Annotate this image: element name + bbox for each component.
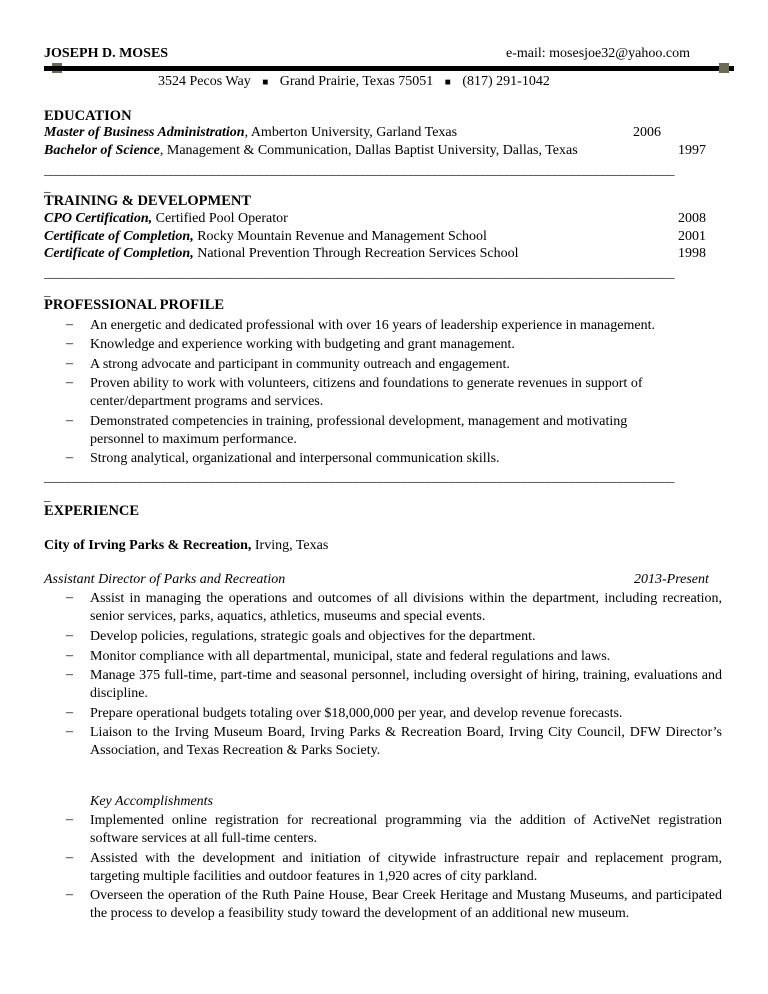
education-year: 1997	[678, 143, 706, 158]
city: Grand Prairie, Texas 75051	[279, 74, 434, 89]
dash-bullet: –	[66, 887, 73, 902]
duty-item: Develop policies, regulations, strategic goals and objectives for the department.	[90, 629, 536, 644]
profile-item: Proven ability to work with volunteers, citizens and foundations to generate revenues in support of center/department programs and services.	[90, 376, 643, 409]
experience-heading: EXPERIENCE	[44, 503, 140, 519]
address: 3524 Pecos Way	[158, 74, 251, 89]
training-title: Certificate of Completion,	[44, 229, 194, 244]
duty-item: Assist in managing the operations and outcomes of all divisions within the department, including recreation, senior services, parks, aquatics, athletics, museums and special events.	[90, 591, 722, 624]
accomplishment-item: Implemented online registration for recreational programming via the addition of ActiveNet registration software services at all full-time centers.	[90, 813, 722, 846]
section-divider-stub: _	[44, 180, 50, 194]
training-item	[44, 211, 288, 227]
training-detail: National Prevention Through Recreation Services School	[193, 246, 519, 261]
dash-bullet: –	[66, 667, 73, 682]
duty-item: Liaison to the Irving Museum Board, Irving Parks & Recreation Board, Irving City Council, DFW Director’s Association, and Texas Recreation & Parks Society.	[90, 725, 722, 758]
rule-cap-right	[719, 63, 729, 73]
accomplishments-heading: Key Accomplishments	[90, 794, 213, 809]
duty-item: Monitor compliance with all departmental, municipal, state and federal regulations and laws.	[90, 649, 611, 664]
email[interactable]: e-mail: mosesjoe32@yahoo.com	[506, 46, 690, 61]
training-heading: TRAINING & DEVELOPMENT	[44, 193, 252, 209]
degree-detail: , Amberton University, Garland Texas	[244, 125, 458, 140]
dash-bullet: –	[66, 812, 73, 827]
section-divider: _________________________________________________________________________________________________________	[44, 470, 674, 484]
section-divider-stub: _	[44, 489, 50, 503]
profile-item: A strong advocate and participant in community outreach and engagement.	[90, 357, 510, 372]
position-title: Assistant Director of Parks and Recreation	[44, 572, 286, 587]
profile-item: Demonstrated competencies in training, professional development, management and motivating personnel to maximum performance.	[90, 414, 628, 447]
profile-item: Strong analytical, organizational and interpersonal communication skills.	[90, 451, 500, 466]
education-year: 2006	[633, 125, 661, 140]
section-divider: _________________________________________________________________________________________________________	[44, 163, 674, 177]
section-divider: _________________________________________________________________________________________________________	[44, 266, 674, 280]
degree-detail: , Management & Communication, Dallas Baptist University, Dallas, Texas	[159, 143, 578, 158]
dash-bullet: –	[66, 356, 73, 371]
training-year: 2008	[678, 211, 706, 226]
dash-bullet: –	[66, 336, 73, 351]
dash-bullet: –	[66, 724, 73, 739]
separator-icon: ■	[262, 77, 269, 88]
accomplishment-item: Assisted with the development and initiation of citywide infrastructure repair and replacement program, targeting multiple facilities and outdoor features in 1,920 acres of city parkland.	[90, 851, 722, 884]
dash-bullet: –	[66, 450, 73, 465]
dash-bullet: –	[66, 413, 73, 428]
training-title: Certificate of Completion,	[44, 246, 194, 261]
profile-item: Knowledge and experience working with budgeting and grant management.	[90, 337, 515, 352]
contact-line	[158, 74, 550, 90]
accomplishment-item: Overseen the operation of the Ruth Paine House, Bear Creek Heritage and Mustang Museums, and participated the process to develop a feasibility study toward the development of an additional new museum.	[90, 888, 722, 921]
degree: Bachelor of Science	[44, 143, 160, 158]
dash-bullet: –	[66, 628, 73, 643]
profile-item: An energetic and dedicated professional with over 16 years of leadership experience in management.	[90, 318, 655, 333]
profile-heading: PROFESSIONAL PROFILE	[44, 297, 225, 313]
training-detail: Certified Pool Operator	[152, 211, 288, 226]
employer-location: Irving, Texas	[251, 538, 329, 553]
dash-bullet: –	[66, 850, 73, 865]
training-item	[44, 229, 487, 245]
dash-bullet: –	[66, 375, 73, 390]
degree: Master of Business Administration	[44, 125, 245, 140]
dash-bullet: –	[66, 317, 73, 332]
employer: City of Irving Parks & Recreation,	[44, 538, 252, 553]
training-year: 2001	[678, 229, 706, 244]
training-year: 1998	[678, 246, 706, 261]
dash-bullet: –	[66, 590, 73, 605]
header-rule	[44, 66, 734, 71]
dash-bullet: –	[66, 648, 73, 663]
training-title: CPO Certification,	[44, 211, 153, 226]
education-item	[44, 125, 457, 141]
duty-item: Prepare operational budgets totaling over $18,000,000 per year, and develop revenue forecasts.	[90, 706, 623, 721]
training-item	[44, 246, 519, 262]
applicant-name: JOSEPH D. MOSES	[44, 46, 169, 61]
separator-icon: ■	[444, 77, 451, 88]
dash-bullet: –	[66, 705, 73, 720]
training-detail: Rocky Mountain Revenue and Management School	[193, 229, 487, 244]
position-dates: 2013-Present	[634, 572, 709, 587]
section-divider-stub: _	[44, 284, 50, 298]
duty-item: Manage 375 full-time, part-time and seasonal personnel, including oversight of hiring, training, evaluations and discipline.	[90, 668, 722, 701]
employer-line	[44, 538, 328, 554]
education-heading: EDUCATION	[44, 108, 132, 124]
phone: (817) 291-1042	[462, 74, 550, 89]
education-item	[44, 143, 578, 159]
